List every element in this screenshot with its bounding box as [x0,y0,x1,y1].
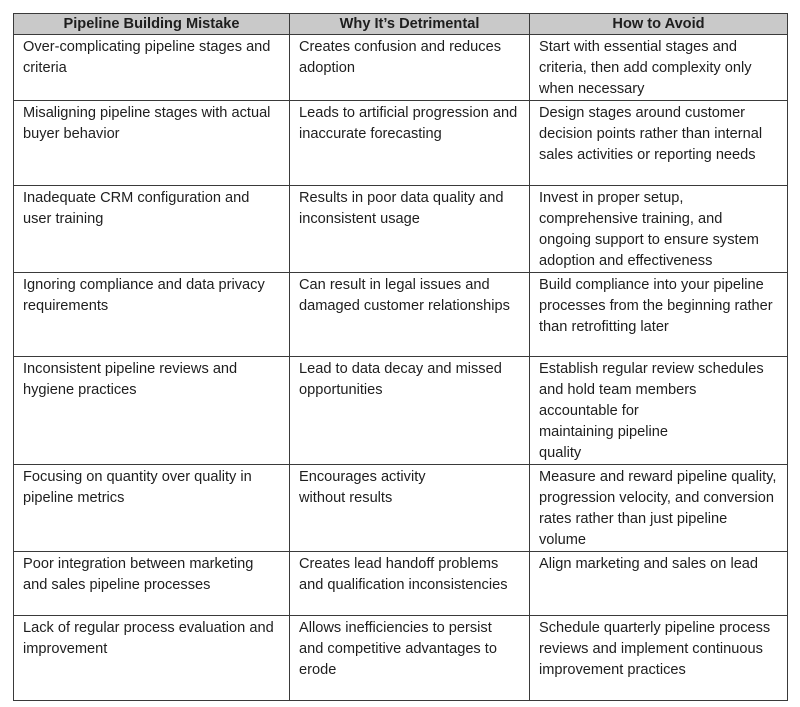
avoid-cell: Measure and reward pipeline quality, progression velocity, and conversion rates rather than just pipeline volume [530,465,788,552]
why-cell: Creates confusion and reduces adoption [290,35,530,101]
avoid-cell: Schedule quarterly pipeline process reviews and implement continuous improvement practices [530,616,788,701]
comparison-table-container [13,13,787,693]
why-cell: Results in poor data quality and inconsistent usage [290,186,530,273]
why-cell: Creates lead handoff problems and qualification inconsistencies [290,552,530,616]
pipeline-mistakes-table [13,13,788,701]
avoid-cell: Invest in proper setup, comprehensive training, and ongoing support to ensure system adoption and effectiveness [530,186,788,273]
mistake-cell: Focusing on quantity over quality in pipeline metrics [14,465,290,552]
mistake-cell: Inadequate CRM configuration and user training [14,186,290,273]
table-row [14,101,788,186]
avoid-cell: Design stages around customer decision points rather than internal sales activities or reporting needs [530,101,788,186]
mistake-cell: Poor integration between marketing and sales pipeline processes [14,552,290,616]
table-row [14,357,788,465]
header-why-detrimental: Why It’s Detrimental [290,14,530,35]
why-line: without results [299,490,393,506]
avoid-cell [530,357,788,465]
why-cell [290,465,530,552]
avoid-cell: Build compliance into your pipeline processes from the beginning rather than retrofitting later [530,273,788,357]
table-row [14,616,788,701]
mistake-cell: Ignoring compliance and data privacy requirements [14,273,290,357]
table-row [14,35,788,101]
mistake-cell: Misaligning pipeline stages with actual buyer behavior [14,101,290,186]
table-row [14,186,788,273]
why-line: Encourages activity [299,469,426,485]
header-how-to-avoid: How to Avoid [530,14,788,35]
mistake-cell: Over-complicating pipeline stages and criteria [14,35,290,101]
avoid-line: Establish regular review schedules and hold team members accountable for [539,361,764,419]
why-cell: Leads to artificial progression and inaccurate forecasting [290,101,530,186]
table-row [14,552,788,616]
avoid-line: quality [539,445,582,461]
mistake-cell: Inconsistent pipeline reviews and hygiene practices [14,357,290,465]
why-cell: Allows inefficiencies to persist and competitive advantages to erode [290,616,530,701]
table-row [14,273,788,357]
why-cell: Lead to data decay and missed opportunities [290,357,530,465]
table-header-row [14,14,788,35]
avoid-cell: Start with essential stages and criteria, then add complexity only when necessary [530,35,788,101]
avoid-cell: Align marketing and sales on lead [530,552,788,616]
mistake-cell: Lack of regular process evaluation and improvement [14,616,290,701]
header-mistake: Pipeline Building Mistake [14,14,290,35]
avoid-line: maintaining pipeline [539,424,668,440]
why-cell: Can result in legal issues and damaged customer relationships [290,273,530,357]
table-row [14,465,788,552]
